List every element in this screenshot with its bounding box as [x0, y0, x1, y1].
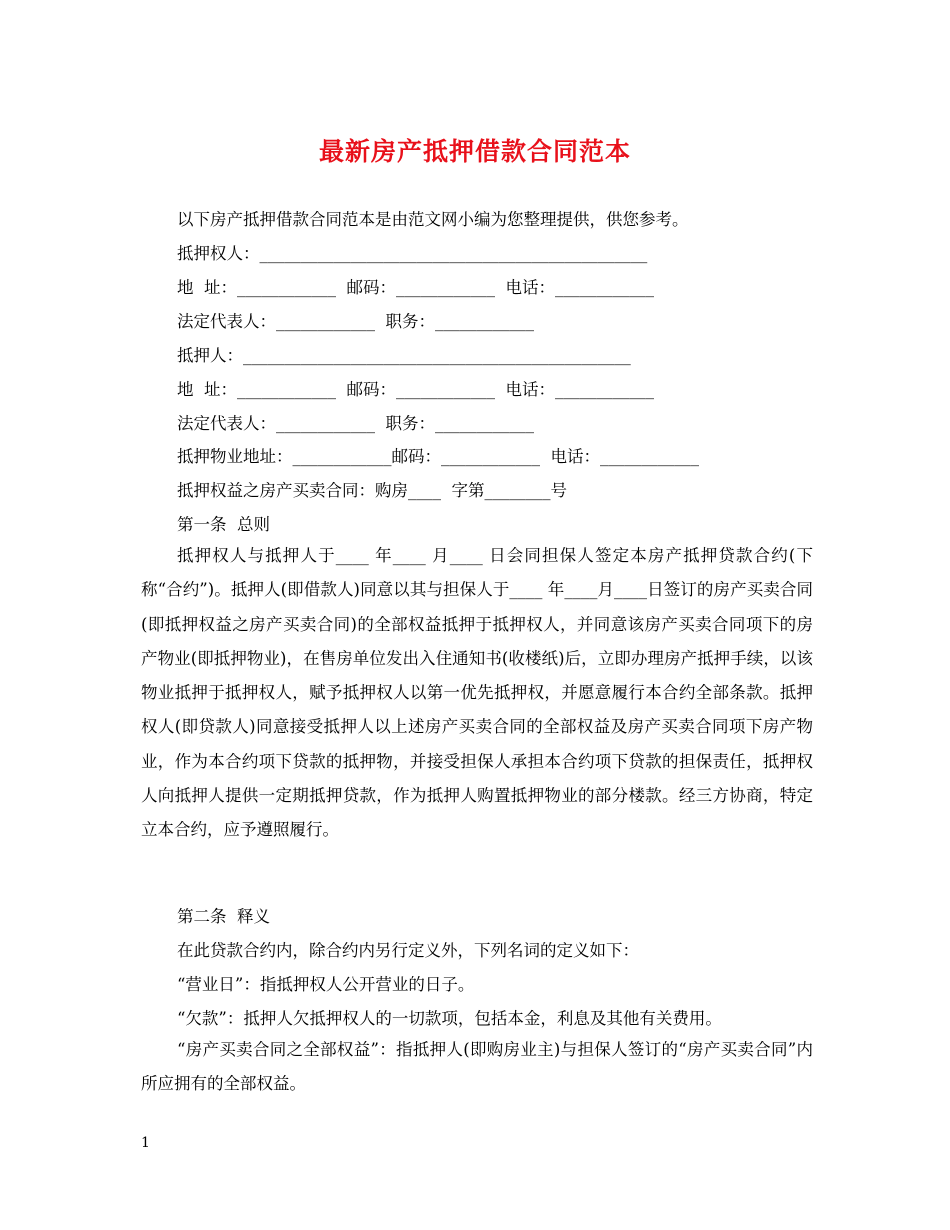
page-number: 1	[141, 1135, 150, 1151]
definition-business-day: “营业日”：指抵押权人公开营业的日子。	[177, 975, 475, 994]
definition-contract-rights: “房产买卖合同之全部权益”：指抵押人(即购房业主)与担保人签订的“房产买卖合同”内所应拥有的全部权益。	[141, 1040, 813, 1094]
address-field-1: 地 址：____________ 邮码：____________ 电话：____________	[177, 278, 654, 297]
address-field-2: 地 址：____________ 邮码：____________ 电话：____________	[177, 380, 654, 399]
representative-field-1: 法定代表人：____________ 职务：____________	[177, 312, 534, 331]
article-2-heading: 第二条 释义	[177, 907, 270, 926]
document-title: 最新房产抵押借款合同范本	[318, 137, 631, 166]
definition-debt: “欠款”：抵押人欠抵押权人的一切款项，包括本金，利息及其他有关费用。	[177, 1009, 722, 1028]
property-address-field: 抵押物业地址：____________邮码：____________ 电话：____________	[177, 447, 699, 466]
mortgagee-field: 抵押权人：_______________________________________________	[177, 244, 648, 263]
contract-reference-field: 抵押权益之房产买卖合同：购房____ 字第________号	[177, 481, 567, 500]
article-1-heading: 第一条 总则	[177, 515, 270, 534]
intro-line: 以下房产抵押借款合同范本是由范文网小编为您整理提供，供您参考。	[177, 210, 689, 229]
representative-field-2: 法定代表人：____________ 职务：____________	[177, 414, 534, 433]
mortgagor-field: 抵押人：_______________________________________________	[177, 346, 631, 365]
article-1-body: 抵押权人与抵押人于____ 年____ 月____ 日会同担保人签定本房产抵押贷款合约(下称“合约”)。抵押人(即借款人)同意以其与担保人于____ 年____月____日签订的房产买卖合同(即抵押权益之房产买卖合同)的全部权益抵押于抵押权人，并同意该房产买卖合同项下的房产物业(即抵押物业)，在售房单位发出入住通知书(收楼纸)后，立即办理房产抵押手续，以该物业抵押于抵押权人，赋予抵押权人以第一优先抵押权，并愿意履行本合约全部条款。抵押权人(即贷款人)同意接受抵押人以上述房产买卖合同的全部权益及房产买卖合同项下房产物业，作为本合约项下贷款的抵押物，并接受担保人承担本合约项下贷款的担保责任，抵押权人向抵押人提供一定期抵押贷款，作为抵押人购置抵押物业的部分楼款。经三方协商，特定立本合约，应予遵照履行。	[141, 546, 813, 840]
article-2-intro: 在此贷款合约内，除合约内另行定义外，下列名词的定义如下：	[177, 941, 639, 960]
